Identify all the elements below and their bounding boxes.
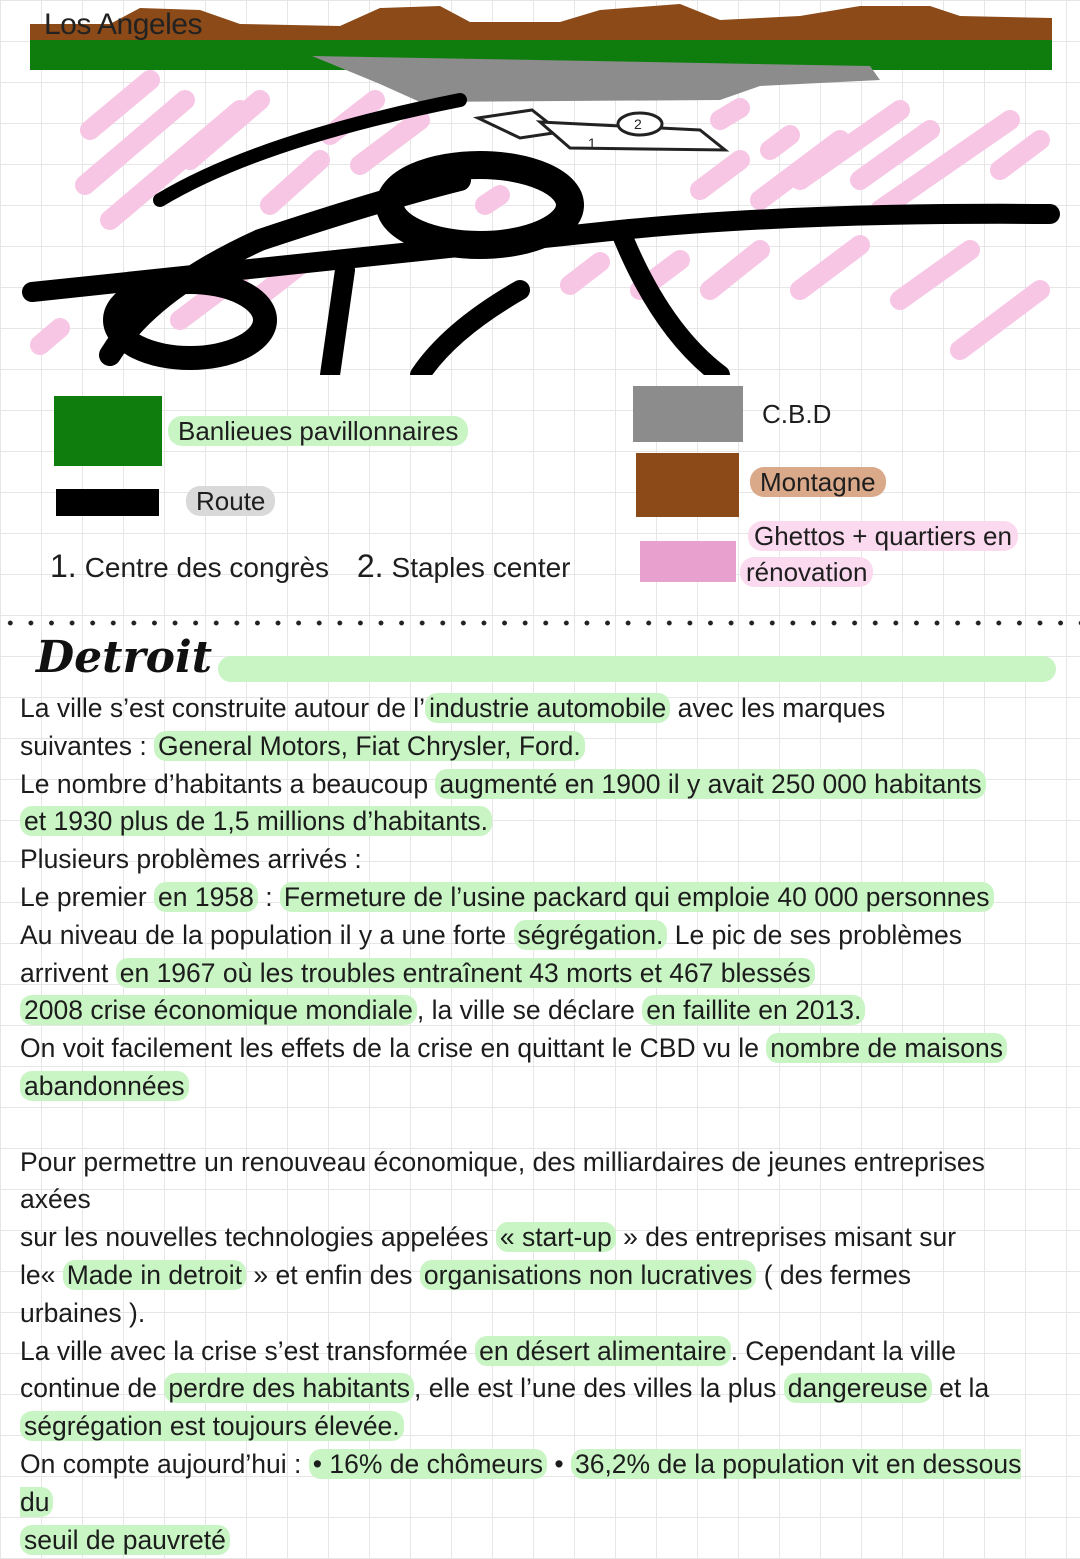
venue-shapes — [478, 110, 725, 150]
marker-1: 1 — [588, 135, 596, 151]
map-drawing — [0, 0, 1080, 375]
text-line: continue de perdre des habitants , elle est l’une des villes la plus dangereuse et la — [20, 1373, 990, 1404]
road-label: Route — [186, 487, 275, 517]
text-line: abandonnées — [20, 1068, 1050, 1106]
title-highlight — [218, 656, 1056, 682]
detroit-heading — [36, 632, 1056, 692]
text-line: Plusieurs problèmes arrivés : — [20, 844, 362, 875]
road-swatch — [56, 489, 159, 516]
text-line: On voit facilement les effets de la crise en quittant le CBD vu le nombre de maisons — [20, 1030, 1050, 1068]
text-line: Le premier en 1958 : Fermeture de l’usine packard qui emploie 40 000 personnes — [20, 879, 1050, 917]
text-line: seuil de pauvreté — [20, 1522, 1050, 1559]
text-line: le« Made in detroit » et enfin des organisations non lucratives ( des fermes — [20, 1259, 912, 1290]
text-line: urbaines ). — [20, 1297, 146, 1328]
suburbs-swatch — [54, 396, 162, 466]
ghettos-swatch — [640, 541, 736, 582]
text-line: Pour permettre un renouveau économique, des milliardaires de jeunes entreprises axées — [20, 1146, 985, 1215]
venue-1-label: Centre des congrès — [84, 552, 330, 583]
text-line: suivantes : General Motors, Fiat Chrysler, Ford. — [20, 728, 1050, 766]
text-line: Le nombre d’habitants a beaucoup augmenté en 1900 il y avait 250 000 habitants — [20, 766, 1050, 804]
text-line: et 1930 plus de 1,5 millions d’habitants. — [20, 803, 1050, 841]
venue-2-number: 2. — [356, 548, 384, 584]
cbd-swatch — [633, 386, 743, 442]
detroit-notes — [20, 690, 1050, 1559]
text-line: On compte aujourd’hui : • 16% de chômeurs • 36,2% de la population vit en dessous du — [20, 1448, 1022, 1517]
venue-list — [50, 548, 571, 585]
text-line: ségrégation est toujours élevée. — [20, 1408, 1050, 1446]
ghettos-label: Ghettos + quartiers en rénovation — [748, 522, 1018, 588]
text-line: La ville s’est construite autour de l’ industrie automobile avec les marques — [20, 693, 886, 723]
page-title: Detroit — [36, 632, 213, 683]
dotted-separator — [0, 620, 1080, 626]
venue-1-number: 1. — [50, 548, 77, 584]
mountain-swatch — [636, 453, 739, 517]
text-line: arrivent en 1967 où les troubles entraînent 43 morts et 467 blessés — [20, 955, 1050, 993]
text-line: Au niveau de la population il y a une forte ségrégation. Le pic de ses problèmes — [20, 919, 963, 950]
suburbs-label: Banlieues pavillonnaires — [168, 417, 468, 447]
text-line: sur les nouvelles technologies appelées « start-up » des entreprises misant sur — [20, 1222, 957, 1253]
map-city-label: Los Angeles — [44, 8, 202, 41]
marker-2: 2 — [634, 116, 642, 132]
venue-2-label: Staples center — [391, 552, 571, 583]
text-line: La ville avec la crise s’est transformée en désert alimentaire . Cependant la ville — [20, 1335, 956, 1366]
cbd-label: C.B.D — [762, 399, 832, 429]
text-line: 2008 crise économique mondiale , la ville se déclare en faillite en 2013. — [20, 992, 1050, 1030]
mountain-label: Montagne — [750, 468, 886, 498]
